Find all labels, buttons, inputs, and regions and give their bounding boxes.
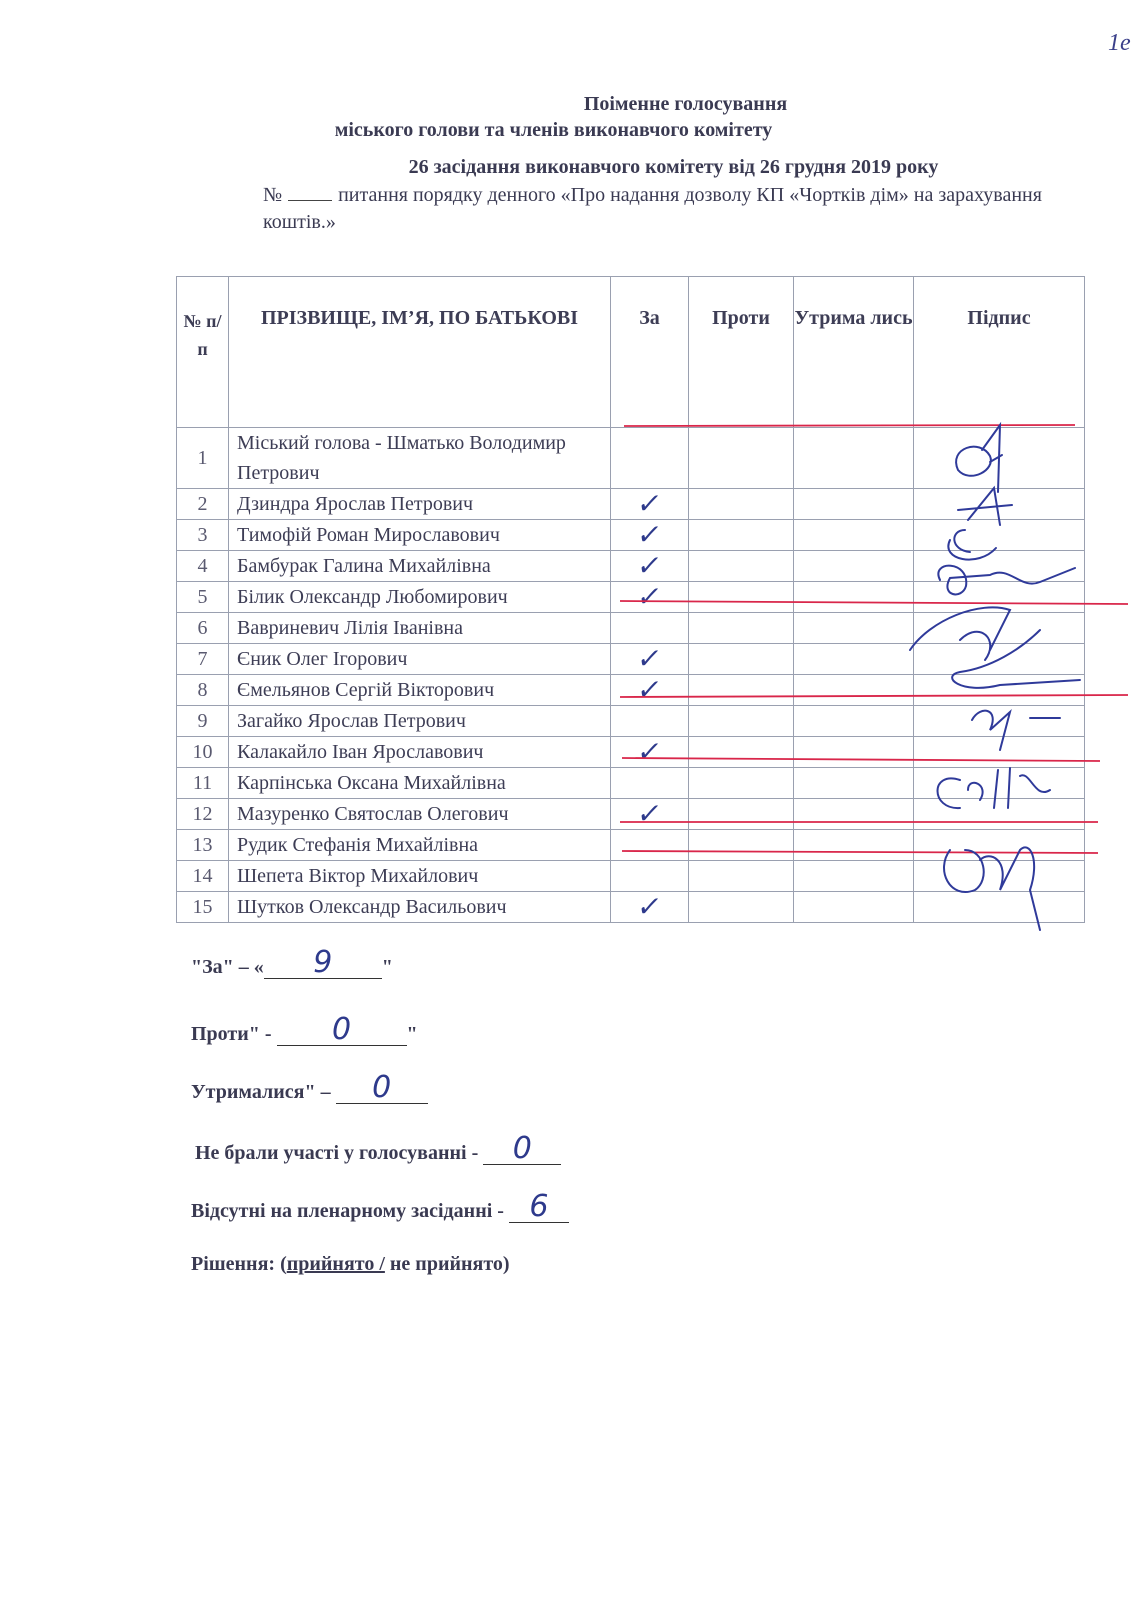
summary-abstain-value: 0 <box>336 1073 428 1104</box>
signature-cell <box>914 706 1085 737</box>
meeting-info: 26 засідання виконавчого комітету від 26 грудня 2019 року <box>408 156 939 178</box>
table-row <box>177 582 1085 613</box>
vote-against-cell <box>689 737 794 768</box>
check-mark-icon: ✓ <box>634 549 665 582</box>
member-name: Міський голова - Шматько Володимир Петрович <box>229 428 611 489</box>
vote-for-cell <box>611 830 689 861</box>
vote-abstain-cell <box>794 861 914 892</box>
member-name: Ємельянов Сергій Вікторович <box>229 675 611 706</box>
summary-absent <box>191 1189 569 1224</box>
row-number: 2 <box>177 489 229 520</box>
signature-cell <box>914 520 1085 551</box>
vote-abstain-cell <box>794 830 914 861</box>
table-row <box>177 489 1085 520</box>
vote-for-cell <box>611 737 689 768</box>
signature-cell <box>914 737 1085 768</box>
row-number: 9 <box>177 706 229 737</box>
corner-handwritten-mark: 1е <box>1108 30 1131 56</box>
vote-for-cell <box>611 428 689 489</box>
document-title: Поіменне голосування <box>583 93 788 115</box>
vote-against-cell <box>689 830 794 861</box>
table-row <box>177 520 1085 551</box>
table-row <box>177 861 1085 892</box>
row-number: 5 <box>177 582 229 613</box>
vote-against-cell <box>689 428 794 489</box>
signature-cell <box>914 675 1085 706</box>
check-mark-icon: ✓ <box>634 487 665 520</box>
header-abstain: Утрима лись <box>794 277 914 428</box>
summary-against <box>191 1012 418 1047</box>
vote-against-cell <box>689 675 794 706</box>
table-row <box>177 613 1085 644</box>
vote-for-cell <box>611 582 689 613</box>
signature-cell <box>914 582 1085 613</box>
table-row <box>177 675 1085 706</box>
header-number: № п/ п <box>177 277 229 428</box>
summary-absent-label: Відсутні на пленарному засіданні - <box>191 1200 509 1222</box>
summary-absent-value: 6 <box>509 1192 569 1223</box>
vote-abstain-cell <box>794 706 914 737</box>
vote-against-cell <box>689 551 794 582</box>
vote-against-cell <box>689 799 794 830</box>
row-number: 1 <box>177 428 229 489</box>
vote-for-cell <box>611 675 689 706</box>
vote-abstain-cell <box>794 675 914 706</box>
vote-for-cell <box>611 768 689 799</box>
row-number: 14 <box>177 861 229 892</box>
summary-not-voted <box>195 1131 561 1166</box>
table-row <box>177 892 1085 923</box>
check-mark-icon: ✓ <box>634 580 665 613</box>
member-name: Шутков Олександр Васильович <box>229 892 611 923</box>
table-row <box>177 768 1085 799</box>
signature-cell <box>914 861 1085 892</box>
signature-cell <box>914 428 1085 489</box>
member-name: Карпінська Оксана Михайлівна <box>229 768 611 799</box>
member-name: Вавриневич Лілія Іванівна <box>229 613 611 644</box>
summary-against-label: Проти" - <box>191 1023 277 1045</box>
summary-not-voted-label: Не брали участі у голосуванні - <box>195 1142 484 1164</box>
row-number: 10 <box>177 737 229 768</box>
decision-rest: не прийнято) <box>384 1253 510 1275</box>
summary-against-close: " <box>406 1023 418 1045</box>
vote-against-cell <box>689 892 794 923</box>
vote-abstain-cell <box>794 582 914 613</box>
vote-abstain-cell <box>794 520 914 551</box>
vote-against-cell <box>689 861 794 892</box>
member-name: Мазуренко Святослав Олегович <box>229 799 611 830</box>
member-name: Дзиндра Ярослав Петрович <box>229 489 611 520</box>
summary-against-value: 0 <box>277 1015 407 1046</box>
vote-for-cell <box>611 520 689 551</box>
vote-for-cell <box>611 489 689 520</box>
row-number: 8 <box>177 675 229 706</box>
check-mark-icon: ✓ <box>634 890 665 923</box>
document-subtitle: міського голови та членів виконавчого комітету <box>334 119 773 141</box>
vote-for-cell <box>611 613 689 644</box>
summary-for-label: "За" – « <box>191 956 264 978</box>
vote-against-cell <box>689 613 794 644</box>
row-number: 15 <box>177 892 229 923</box>
table-row <box>177 737 1085 768</box>
question-text: питання порядку денного «Про надання дозволу КП «Чортків дім» на зарахування коштів.» <box>263 184 1042 233</box>
summary-for <box>191 945 393 980</box>
vote-abstain-cell <box>794 551 914 582</box>
summary-decision <box>191 1253 510 1276</box>
member-name: Шепета Віктор Михайлович <box>229 861 611 892</box>
question-number-blank <box>288 200 332 201</box>
vote-for-cell <box>611 861 689 892</box>
signature-cell <box>914 489 1085 520</box>
summary-for-close: " <box>381 956 393 978</box>
vote-for-cell <box>611 799 689 830</box>
vote-abstain-cell <box>794 892 914 923</box>
vote-abstain-cell <box>794 489 914 520</box>
summary-abstain <box>191 1070 428 1105</box>
vote-for-cell <box>611 644 689 675</box>
signature-cell <box>914 613 1085 644</box>
row-number: 4 <box>177 551 229 582</box>
vote-abstain-cell <box>794 737 914 768</box>
vote-abstain-cell <box>794 768 914 799</box>
table-row <box>177 428 1085 489</box>
signature-cell <box>914 551 1085 582</box>
vote-against-cell <box>689 582 794 613</box>
question-number-sign: № <box>263 184 283 206</box>
row-number: 6 <box>177 613 229 644</box>
vote-table-header-row <box>177 277 1085 428</box>
table-row <box>177 799 1085 830</box>
vote-for-cell <box>611 551 689 582</box>
check-mark-icon: ✓ <box>634 518 665 551</box>
row-number: 12 <box>177 799 229 830</box>
signature-cell <box>914 644 1085 675</box>
member-name: Рудик Стефанія Михайлівна <box>229 830 611 861</box>
member-name: Калакайло Іван Ярославович <box>229 737 611 768</box>
table-row <box>177 551 1085 582</box>
vote-for-cell <box>611 892 689 923</box>
signature-cell <box>914 892 1085 923</box>
signature-cell <box>914 830 1085 861</box>
signature-cell <box>914 799 1085 830</box>
table-row <box>177 706 1085 737</box>
signature-cell <box>914 768 1085 799</box>
check-mark-icon: ✓ <box>634 797 665 830</box>
vote-against-cell <box>689 520 794 551</box>
member-name: Білик Олександр Любомирович <box>229 582 611 613</box>
row-number: 7 <box>177 644 229 675</box>
table-row <box>177 644 1085 675</box>
vote-abstain-cell <box>794 428 914 489</box>
header-signature: Підпис <box>914 277 1085 428</box>
check-mark-icon: ✓ <box>634 735 665 768</box>
vote-table <box>176 276 1085 923</box>
vote-for-cell <box>611 706 689 737</box>
row-number: 3 <box>177 520 229 551</box>
summary-not-voted-value: 0 <box>483 1134 561 1165</box>
member-name: Тимофій Роман Мирославович <box>229 520 611 551</box>
vote-against-cell <box>689 489 794 520</box>
header-for: За <box>611 277 689 428</box>
vote-against-cell <box>689 706 794 737</box>
row-number: 13 <box>177 830 229 861</box>
vote-abstain-cell <box>794 799 914 830</box>
header-name: ПРІЗВИЩЕ, ІМ’Я, ПО БАТЬКОВІ <box>229 277 611 428</box>
member-name: Бамбурак Галина Михайлівна <box>229 551 611 582</box>
decision-label: Рішення: ( <box>191 1253 287 1275</box>
vote-against-cell <box>689 768 794 799</box>
summary-for-value: 9 <box>264 948 382 979</box>
summary-abstain-label: Утрималися" – <box>191 1081 336 1103</box>
table-row <box>177 830 1085 861</box>
decision-accepted: прийнято / <box>286 1253 385 1275</box>
member-name: Загайко Ярослав Петрович <box>229 706 611 737</box>
check-mark-icon: ✓ <box>634 673 665 706</box>
vote-abstain-cell <box>794 613 914 644</box>
header-against: Проти <box>689 277 794 428</box>
vote-abstain-cell <box>794 644 914 675</box>
member-name: Єник Олег Ігорович <box>229 644 611 675</box>
vote-against-cell <box>689 644 794 675</box>
agenda-question <box>263 182 1083 236</box>
row-number: 11 <box>177 768 229 799</box>
check-mark-icon: ✓ <box>634 642 665 675</box>
